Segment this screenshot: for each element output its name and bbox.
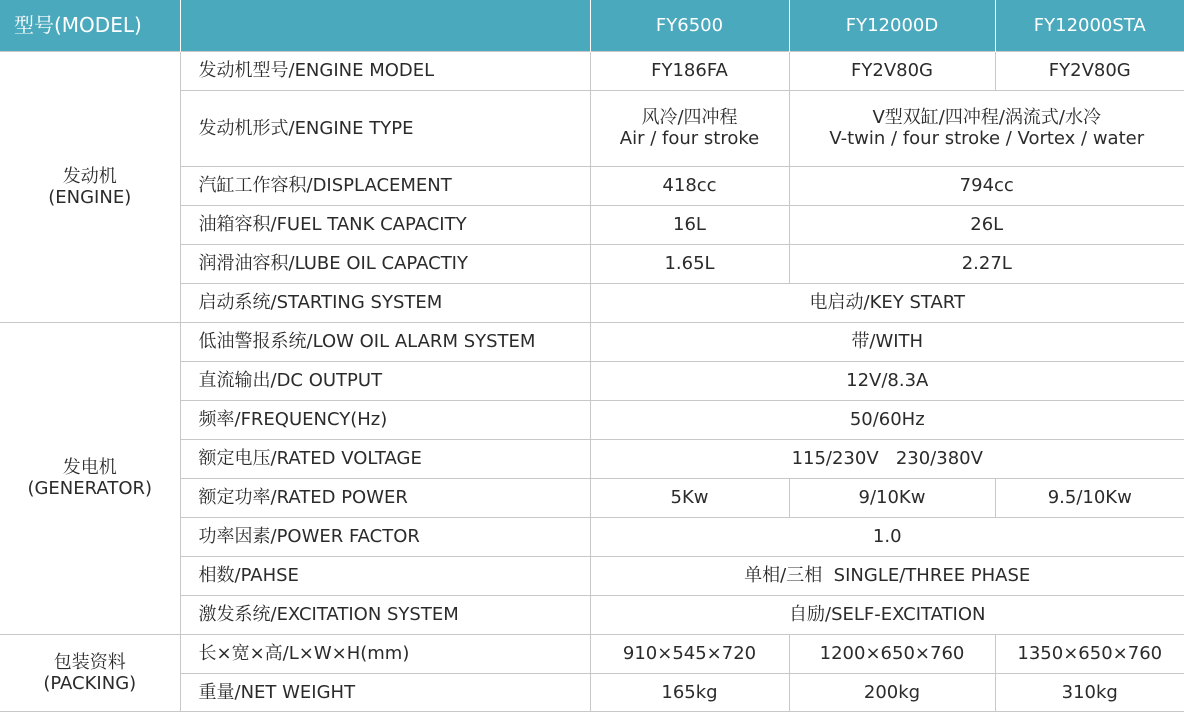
row-label: 启动系统/STARTING SYSTEM <box>180 283 590 322</box>
group-engine-en: (ENGINE) <box>48 186 132 208</box>
group-engine-zh: 发动机 <box>62 165 117 187</box>
cell-value: 单相/三相 SINGLE/THREE PHASE <box>590 556 1184 595</box>
cell-value: 115/230V 230/380V <box>590 439 1184 478</box>
cell-value: 910×545×720 <box>590 634 789 673</box>
row-label: 直流输出/DC OUTPUT <box>180 361 590 400</box>
group-engine <box>0 51 180 322</box>
cell-value: FY186FA <box>590 51 789 90</box>
model-col-2: FY12000D <box>789 0 995 51</box>
cell-value: 1.0 <box>590 517 1184 556</box>
cell-value-zh: 风冷/四冲程 <box>641 107 738 128</box>
group-generator-en: (GENERATOR) <box>27 478 153 499</box>
cell-value: FY2V80G <box>789 51 995 90</box>
header-blank <box>180 0 590 51</box>
cell-value: 带/WITH <box>590 322 1184 361</box>
cell-value: 5Kw <box>590 478 789 517</box>
cell-value: 1350×650×760 <box>995 634 1184 673</box>
header-row <box>0 0 1184 51</box>
group-packing-en: (PACKING) <box>43 672 137 694</box>
group-packing-zh: 包装资料 <box>53 651 126 673</box>
cell-value: 12V/8.3A <box>590 361 1184 400</box>
cell-value: 794cc <box>789 166 1184 205</box>
cell-value: 2.27L <box>789 244 1184 283</box>
cell-value: 1.65L <box>590 244 789 283</box>
cell-value: 9.5/10Kw <box>995 478 1184 517</box>
row-label: 激发系统/EXCITATION SYSTEM <box>180 595 590 634</box>
row-low-oil <box>0 322 1184 361</box>
row-label: 发动机形式/ENGINE TYPE <box>180 90 590 166</box>
cell-value: 9/10Kw <box>789 478 995 517</box>
cell-value: 1200×650×760 <box>789 634 995 673</box>
cell-value: 310kg <box>995 673 1184 711</box>
cell-value <box>590 90 789 166</box>
model-header: 型号(MODEL) <box>0 0 180 51</box>
cell-value: 200kg <box>789 673 995 711</box>
model-col-1: FY6500 <box>590 0 789 51</box>
row-label: 重量/NET WEIGHT <box>180 673 590 711</box>
cell-value: 418cc <box>590 166 789 205</box>
row-label: 功率因素/POWER FACTOR <box>180 517 590 556</box>
row-dimensions <box>0 634 1184 673</box>
row-label: 额定电压/RATED VOLTAGE <box>180 439 590 478</box>
cell-value: 26L <box>789 205 1184 244</box>
row-label: 额定功率/RATED POWER <box>180 478 590 517</box>
cell-value: FY2V80G <box>995 51 1184 90</box>
row-label: 低油警报系统/LOW OIL ALARM SYSTEM <box>180 322 590 361</box>
cell-value-en: Air / four stroke <box>619 128 760 149</box>
group-packing <box>0 634 180 711</box>
cell-value-en: V-twin / four stroke / Vortex / water <box>829 128 1145 149</box>
cell-value: 电启动/KEY START <box>590 283 1184 322</box>
row-label: 润滑油容积/LUBE OIL CAPACTIY <box>180 244 590 283</box>
row-label: 油箱容积/FUEL TANK CAPACITY <box>180 205 590 244</box>
row-engine-model <box>0 51 1184 90</box>
cell-value: 165kg <box>590 673 789 711</box>
cell-value-zh: V型双缸/四冲程/涡流式/水冷 <box>872 107 1101 128</box>
row-label: 发动机型号/ENGINE MODEL <box>180 51 590 90</box>
cell-value: 自励/SELF-EXCITATION <box>590 595 1184 634</box>
cell-value: 16L <box>590 205 789 244</box>
model-col-3: FY12000STA <box>995 0 1184 51</box>
cell-value: 50/60Hz <box>590 400 1184 439</box>
cell-value <box>789 90 1184 166</box>
group-generator-zh: 发电机 <box>62 457 117 478</box>
group-generator <box>0 322 180 634</box>
row-label: 频率/FREQUENCY(Hz) <box>180 400 590 439</box>
row-label: 长×宽×高/L×W×H(mm) <box>180 634 590 673</box>
row-label: 汽缸工作容积/DISPLACEMENT <box>180 166 590 205</box>
row-label: 相数/PAHSE <box>180 556 590 595</box>
